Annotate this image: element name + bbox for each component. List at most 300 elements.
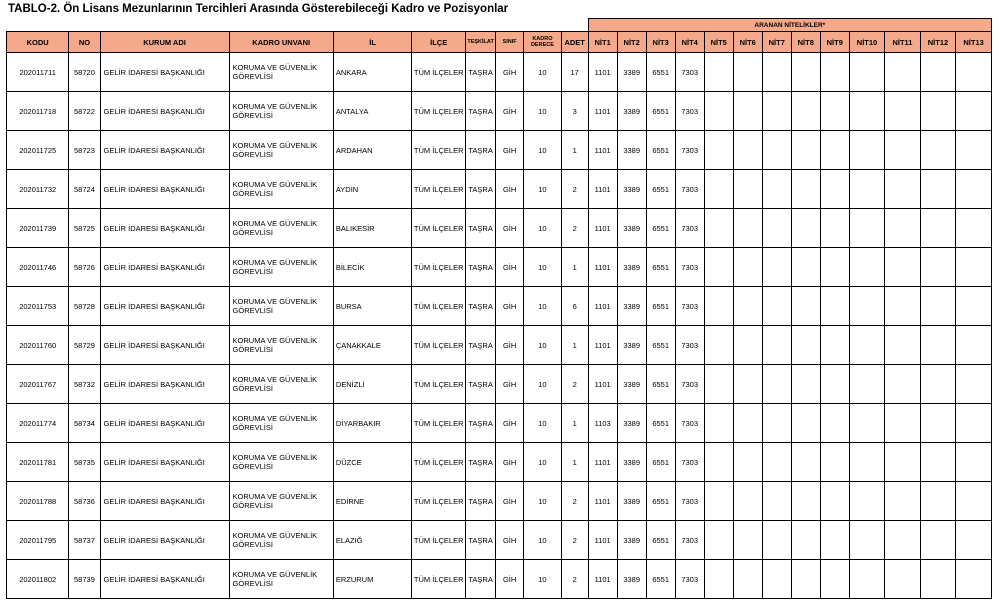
cell-adet: 3 — [561, 92, 588, 131]
cell-nit13 — [956, 443, 992, 482]
cell-nit8 — [791, 131, 820, 170]
cell-nit1: 1101 — [588, 92, 617, 131]
header-adet: ADET — [561, 32, 588, 53]
cell-no: 58739 — [69, 560, 100, 599]
cell-nit9 — [820, 209, 849, 248]
cell-nit5 — [704, 443, 733, 482]
cell-nit1: 1101 — [588, 482, 617, 521]
cell-kodu: 202011732 — [7, 170, 69, 209]
cell-nit1: 1101 — [588, 287, 617, 326]
cell-nit8 — [791, 560, 820, 599]
cell-kadro-unvani: KORUMA VE GÜVENLİK GÖREVLİSİ — [229, 365, 333, 404]
cell-nit12 — [920, 482, 955, 521]
cell-sinif: GİH — [496, 443, 524, 482]
cell-nit12 — [920, 248, 955, 287]
cell-nit12 — [920, 131, 955, 170]
cell-nit5 — [704, 209, 733, 248]
cell-nit2: 3389 — [617, 365, 646, 404]
cell-nit7 — [762, 482, 791, 521]
cell-nit12 — [920, 326, 955, 365]
cell-ilce: TÜM İLÇELER — [412, 365, 466, 404]
header-nit6: NİT6 — [733, 32, 762, 53]
cell-nit8 — [791, 404, 820, 443]
cell-nit12 — [920, 92, 955, 131]
cell-ilce: TÜM İLÇELER — [412, 560, 466, 599]
header-ilce: İLÇE — [412, 32, 466, 53]
cell-nit13 — [956, 170, 992, 209]
cell-teskilat: TAŞRA — [466, 92, 496, 131]
table-row — [7, 482, 992, 521]
table-body — [7, 53, 992, 599]
cell-nit11 — [885, 482, 920, 521]
cell-nit5 — [704, 482, 733, 521]
cell-nit11 — [885, 560, 920, 599]
cell-no: 58734 — [69, 404, 100, 443]
cell-kodu: 202011760 — [7, 326, 69, 365]
cell-nit4: 7303 — [675, 248, 704, 287]
cell-nit5 — [704, 560, 733, 599]
cell-nit9 — [820, 131, 849, 170]
cell-ilce: TÜM İLÇELER — [412, 521, 466, 560]
cell-nit13 — [956, 404, 992, 443]
cell-nit6 — [733, 326, 762, 365]
cell-il: BALIKESİR — [333, 209, 411, 248]
cell-no: 58737 — [69, 521, 100, 560]
cell-il: ELAZIĞ — [333, 521, 411, 560]
header-no: NO — [69, 32, 100, 53]
header-nit1: NİT1 — [588, 32, 617, 53]
cell-nit7 — [762, 521, 791, 560]
cell-nit3: 6551 — [646, 170, 675, 209]
cell-nit13 — [956, 482, 992, 521]
cell-nit11 — [885, 521, 920, 560]
cell-nit10 — [849, 92, 884, 131]
cell-nit13 — [956, 131, 992, 170]
cell-kadro-unvani: KORUMA VE GÜVENLİK GÖREVLİSİ — [229, 404, 333, 443]
cell-nit3: 6551 — [646, 287, 675, 326]
cell-nit7 — [762, 404, 791, 443]
cell-kurum-adi: GELİR İDARESİ BAŞKANLIĞI — [100, 53, 229, 92]
cell-teskilat: TAŞRA — [466, 53, 496, 92]
cell-nit10 — [849, 521, 884, 560]
cell-nit5 — [704, 92, 733, 131]
cell-kadro-derece: 10 — [524, 209, 562, 248]
header-nit11: NİT11 — [885, 32, 920, 53]
cell-nit1: 1101 — [588, 560, 617, 599]
cell-nit13 — [956, 560, 992, 599]
cell-nit3: 6551 — [646, 482, 675, 521]
cell-adet: 2 — [561, 209, 588, 248]
cell-nit10 — [849, 482, 884, 521]
cell-nit12 — [920, 53, 955, 92]
cell-no: 58736 — [69, 482, 100, 521]
cell-kurum-adi: GELİR İDARESİ BAŞKANLIĞI — [100, 404, 229, 443]
cell-nit11 — [885, 443, 920, 482]
cell-kurum-adi: GELİR İDARESİ BAŞKANLIĞI — [100, 521, 229, 560]
cell-nit9 — [820, 521, 849, 560]
cell-kodu: 202011774 — [7, 404, 69, 443]
cell-kadro-derece: 10 — [524, 560, 562, 599]
cell-nit4: 7303 — [675, 404, 704, 443]
cell-nit12 — [920, 209, 955, 248]
header-nit4: NİT4 — [675, 32, 704, 53]
cell-kadro-derece: 10 — [524, 326, 562, 365]
cell-kadro-unvani: KORUMA VE GÜVENLİK GÖREVLİSİ — [229, 248, 333, 287]
cell-nit7 — [762, 131, 791, 170]
cell-nit4: 7303 — [675, 560, 704, 599]
cell-ilce: TÜM İLÇELER — [412, 92, 466, 131]
cell-kadro-unvani: KORUMA VE GÜVENLİK GÖREVLİSİ — [229, 92, 333, 131]
table-row — [7, 287, 992, 326]
cell-nit8 — [791, 53, 820, 92]
cell-nit10 — [849, 365, 884, 404]
cell-nit3: 6551 — [646, 92, 675, 131]
cell-nit1: 1101 — [588, 170, 617, 209]
cell-teskilat: TAŞRA — [466, 248, 496, 287]
cell-nit13 — [956, 287, 992, 326]
cell-nit10 — [849, 248, 884, 287]
cell-nit3: 6551 — [646, 131, 675, 170]
table-row — [7, 326, 992, 365]
cell-nit6 — [733, 248, 762, 287]
cell-kurum-adi: GELİR İDARESİ BAŞKANLIĞI — [100, 170, 229, 209]
header-kurum-adi: KURUM ADI — [100, 32, 229, 53]
cell-nit1: 1101 — [588, 209, 617, 248]
cell-nit5 — [704, 365, 733, 404]
cell-kodu: 202011767 — [7, 365, 69, 404]
cell-il: ANKARA — [333, 53, 411, 92]
cell-no: 58732 — [69, 365, 100, 404]
cell-nit11 — [885, 53, 920, 92]
cell-il: ANTALYA — [333, 92, 411, 131]
cell-nit7 — [762, 443, 791, 482]
cell-nit1: 1101 — [588, 443, 617, 482]
cell-sinif: GİH — [496, 131, 524, 170]
cell-sinif: GİH — [496, 92, 524, 131]
cell-nit4: 7303 — [675, 170, 704, 209]
cell-teskilat: TAŞRA — [466, 287, 496, 326]
cell-teskilat: TAŞRA — [466, 521, 496, 560]
cell-nit6 — [733, 287, 762, 326]
cell-nit7 — [762, 560, 791, 599]
cell-ilce: TÜM İLÇELER — [412, 170, 466, 209]
cell-kurum-adi: GELİR İDARESİ BAŞKANLIĞI — [100, 365, 229, 404]
cell-nit2: 3389 — [617, 560, 646, 599]
cell-nit10 — [849, 404, 884, 443]
cell-nit9 — [820, 482, 849, 521]
cell-adet: 1 — [561, 248, 588, 287]
cell-nit4: 7303 — [675, 92, 704, 131]
cell-nit2: 3389 — [617, 92, 646, 131]
header-kadro-derece: KADRO DERECE — [524, 32, 562, 53]
table-row — [7, 209, 992, 248]
cell-nit13 — [956, 521, 992, 560]
cell-nit13 — [956, 326, 992, 365]
cell-ilce: TÜM İLÇELER — [412, 326, 466, 365]
cell-nit9 — [820, 170, 849, 209]
cell-nit2: 3389 — [617, 326, 646, 365]
cell-nit1: 1101 — [588, 131, 617, 170]
cell-nit4: 7303 — [675, 131, 704, 170]
cell-teskilat: TAŞRA — [466, 170, 496, 209]
cell-nit3: 6551 — [646, 443, 675, 482]
cell-nit12 — [920, 170, 955, 209]
cell-nit8 — [791, 248, 820, 287]
cell-kurum-adi: GELİR İDARESİ BAŞKANLIĞI — [100, 443, 229, 482]
cell-sinif: GİH — [496, 170, 524, 209]
cell-nit9 — [820, 560, 849, 599]
header-sinif: SINIF — [496, 32, 524, 53]
header-il: İL — [333, 32, 411, 53]
cell-nit5 — [704, 404, 733, 443]
cell-kadro-unvani: KORUMA VE GÜVENLİK GÖREVLİSİ — [229, 482, 333, 521]
cell-nit11 — [885, 209, 920, 248]
cell-nit8 — [791, 287, 820, 326]
cell-nit7 — [762, 287, 791, 326]
cell-il: DENİZLİ — [333, 365, 411, 404]
cell-il: DİYARBAKIR — [333, 404, 411, 443]
cell-il: ERZURUM — [333, 560, 411, 599]
cell-sinif: GİH — [496, 248, 524, 287]
cell-adet: 17 — [561, 53, 588, 92]
cell-il: DÜZCE — [333, 443, 411, 482]
cell-adet: 2 — [561, 560, 588, 599]
cell-sinif: GİH — [496, 521, 524, 560]
cell-kadro-unvani: KORUMA VE GÜVENLİK GÖREVLİSİ — [229, 131, 333, 170]
cell-nit3: 6551 — [646, 404, 675, 443]
cell-nit8 — [791, 170, 820, 209]
cell-kadro-derece: 10 — [524, 287, 562, 326]
table-row — [7, 443, 992, 482]
table-row — [7, 404, 992, 443]
cell-teskilat: TAŞRA — [466, 131, 496, 170]
cell-kadro-derece: 10 — [524, 53, 562, 92]
cell-nit3: 6551 — [646, 560, 675, 599]
cell-ilce: TÜM İLÇELER — [412, 248, 466, 287]
cell-kadro-unvani: KORUMA VE GÜVENLİK GÖREVLİSİ — [229, 521, 333, 560]
cell-nit12 — [920, 521, 955, 560]
table-row — [7, 521, 992, 560]
cell-kadro-unvani: KORUMA VE GÜVENLİK GÖREVLİSİ — [229, 560, 333, 599]
cell-nit4: 7303 — [675, 53, 704, 92]
cell-nit11 — [885, 92, 920, 131]
cell-nit6 — [733, 365, 762, 404]
cell-kurum-adi: GELİR İDARESİ BAŞKANLIĞI — [100, 92, 229, 131]
cell-adet: 1 — [561, 404, 588, 443]
cell-nit2: 3389 — [617, 404, 646, 443]
header-teskilat: TEŞKİLAT — [466, 32, 496, 53]
cell-nit12 — [920, 287, 955, 326]
cell-no: 58720 — [69, 53, 100, 92]
cell-nit11 — [885, 131, 920, 170]
cell-nit3: 6551 — [646, 365, 675, 404]
cell-no: 58723 — [69, 131, 100, 170]
cell-kadro-unvani: KORUMA VE GÜVENLİK GÖREVLİSİ — [229, 443, 333, 482]
cell-sinif: GİH — [496, 209, 524, 248]
cell-sinif: GİH — [496, 404, 524, 443]
cell-adet: 1 — [561, 131, 588, 170]
cell-kodu: 202011781 — [7, 443, 69, 482]
cell-nit7 — [762, 365, 791, 404]
cell-kodu: 202011711 — [7, 53, 69, 92]
cell-kadro-derece: 10 — [524, 482, 562, 521]
cell-nit10 — [849, 287, 884, 326]
cell-nit6 — [733, 521, 762, 560]
cell-nit4: 7303 — [675, 365, 704, 404]
cell-nit4: 7303 — [675, 482, 704, 521]
cell-ilce: TÜM İLÇELER — [412, 443, 466, 482]
cell-nit6 — [733, 209, 762, 248]
cell-ilce: TÜM İLÇELER — [412, 482, 466, 521]
cell-nit3: 6551 — [646, 521, 675, 560]
cell-kodu: 202011788 — [7, 482, 69, 521]
cell-nit2: 3389 — [617, 170, 646, 209]
table-row — [7, 560, 992, 599]
cell-adet: 1 — [561, 326, 588, 365]
cell-kurum-adi: GELİR İDARESİ BAŞKANLIĞI — [100, 209, 229, 248]
cell-nit7 — [762, 209, 791, 248]
group-header-aranan-nitelikler: ARANAN NİTELİKLER* — [588, 19, 991, 32]
cell-nit10 — [849, 326, 884, 365]
cell-nit11 — [885, 326, 920, 365]
cell-nit1: 1101 — [588, 521, 617, 560]
cell-kadro-unvani: KORUMA VE GÜVENLİK GÖREVLİSİ — [229, 209, 333, 248]
cell-nit11 — [885, 404, 920, 443]
cell-nit7 — [762, 53, 791, 92]
cell-teskilat: TAŞRA — [466, 482, 496, 521]
cell-nit9 — [820, 287, 849, 326]
cell-nit10 — [849, 560, 884, 599]
table-row — [7, 53, 992, 92]
header-row — [7, 32, 992, 53]
cell-nit1: 1101 — [588, 326, 617, 365]
cell-kadro-unvani: KORUMA VE GÜVENLİK GÖREVLİSİ — [229, 53, 333, 92]
cell-nit6 — [733, 131, 762, 170]
cell-kadro-derece: 10 — [524, 521, 562, 560]
cell-kadro-derece: 10 — [524, 365, 562, 404]
cell-nit2: 3389 — [617, 521, 646, 560]
header-nit9: NİT9 — [820, 32, 849, 53]
cell-nit10 — [849, 443, 884, 482]
cell-no: 58735 — [69, 443, 100, 482]
cell-teskilat: TAŞRA — [466, 560, 496, 599]
cell-nit5 — [704, 53, 733, 92]
table-row — [7, 170, 992, 209]
cell-kodu: 202011802 — [7, 560, 69, 599]
cell-nit8 — [791, 521, 820, 560]
cell-kadro-derece: 10 — [524, 443, 562, 482]
cell-nit13 — [956, 248, 992, 287]
cell-nit8 — [791, 482, 820, 521]
cell-nit9 — [820, 443, 849, 482]
cell-nit8 — [791, 209, 820, 248]
cell-nit1: 1101 — [588, 53, 617, 92]
cell-kadro-unvani: KORUMA VE GÜVENLİK GÖREVLİSİ — [229, 170, 333, 209]
cell-nit2: 3389 — [617, 209, 646, 248]
cell-kurum-adi: GELİR İDARESİ BAŞKANLIĞI — [100, 326, 229, 365]
cell-nit8 — [791, 365, 820, 404]
cell-kadro-derece: 10 — [524, 92, 562, 131]
cell-kadro-derece: 10 — [524, 404, 562, 443]
cell-nit9 — [820, 326, 849, 365]
cell-nit6 — [733, 443, 762, 482]
cell-nit4: 7303 — [675, 287, 704, 326]
cell-nit5 — [704, 248, 733, 287]
cell-nit11 — [885, 287, 920, 326]
cell-adet: 2 — [561, 170, 588, 209]
cell-nit10 — [849, 170, 884, 209]
cell-nit8 — [791, 92, 820, 131]
cell-sinif: GİH — [496, 482, 524, 521]
cell-kurum-adi: GELİR İDARESİ BAŞKANLIĞI — [100, 287, 229, 326]
cell-nit3: 6551 — [646, 326, 675, 365]
cell-nit2: 3389 — [617, 443, 646, 482]
cell-nit12 — [920, 365, 955, 404]
cell-no: 58725 — [69, 209, 100, 248]
group-spacer — [7, 19, 589, 32]
table-row — [7, 248, 992, 287]
cell-nit9 — [820, 92, 849, 131]
header-kodu: KODU — [7, 32, 69, 53]
cell-ilce: TÜM İLÇELER — [412, 404, 466, 443]
table-row — [7, 92, 992, 131]
cell-kadro-derece: 10 — [524, 131, 562, 170]
header-nit8: NİT8 — [791, 32, 820, 53]
cell-kodu: 202011795 — [7, 521, 69, 560]
cell-nit3: 6551 — [646, 53, 675, 92]
cell-nit6 — [733, 404, 762, 443]
cell-kodu: 202011739 — [7, 209, 69, 248]
cell-kadro-derece: 10 — [524, 248, 562, 287]
cell-no: 58728 — [69, 287, 100, 326]
cell-nit13 — [956, 92, 992, 131]
cell-adet: 2 — [561, 521, 588, 560]
cell-teskilat: TAŞRA — [466, 404, 496, 443]
cell-nit4: 7303 — [675, 326, 704, 365]
cell-kodu: 202011725 — [7, 131, 69, 170]
cell-kodu: 202011718 — [7, 92, 69, 131]
cell-nit9 — [820, 365, 849, 404]
cell-nit1: 1101 — [588, 248, 617, 287]
cell-kodu: 202011753 — [7, 287, 69, 326]
cell-nit9 — [820, 404, 849, 443]
cell-nit10 — [849, 209, 884, 248]
cell-nit5 — [704, 287, 733, 326]
cell-il: AYDIN — [333, 170, 411, 209]
cell-nit8 — [791, 326, 820, 365]
cell-sinif: GİH — [496, 287, 524, 326]
header-nit12: NİT12 — [920, 32, 955, 53]
page-title: TABLO-2. Ön Lisans Mezunlarının Tercihleri Arasında Gösterebileceği Kadro ve Pozisyonlar — [8, 3, 509, 15]
cell-sinif: GİH — [496, 326, 524, 365]
cell-sinif: GİH — [496, 365, 524, 404]
cell-il: ÇANAKKALE — [333, 326, 411, 365]
table-row — [7, 365, 992, 404]
cell-nit5 — [704, 131, 733, 170]
header-nit5: NİT5 — [704, 32, 733, 53]
cell-nit7 — [762, 326, 791, 365]
table-row — [7, 131, 992, 170]
cell-il: EDİRNE — [333, 482, 411, 521]
cell-ilce: TÜM İLÇELER — [412, 53, 466, 92]
cell-nit12 — [920, 404, 955, 443]
cell-nit6 — [733, 560, 762, 599]
cell-teskilat: TAŞRA — [466, 209, 496, 248]
cell-no: 58726 — [69, 248, 100, 287]
cell-ilce: TÜM İLÇELER — [412, 209, 466, 248]
cell-kodu: 202011746 — [7, 248, 69, 287]
cell-adet: 2 — [561, 482, 588, 521]
